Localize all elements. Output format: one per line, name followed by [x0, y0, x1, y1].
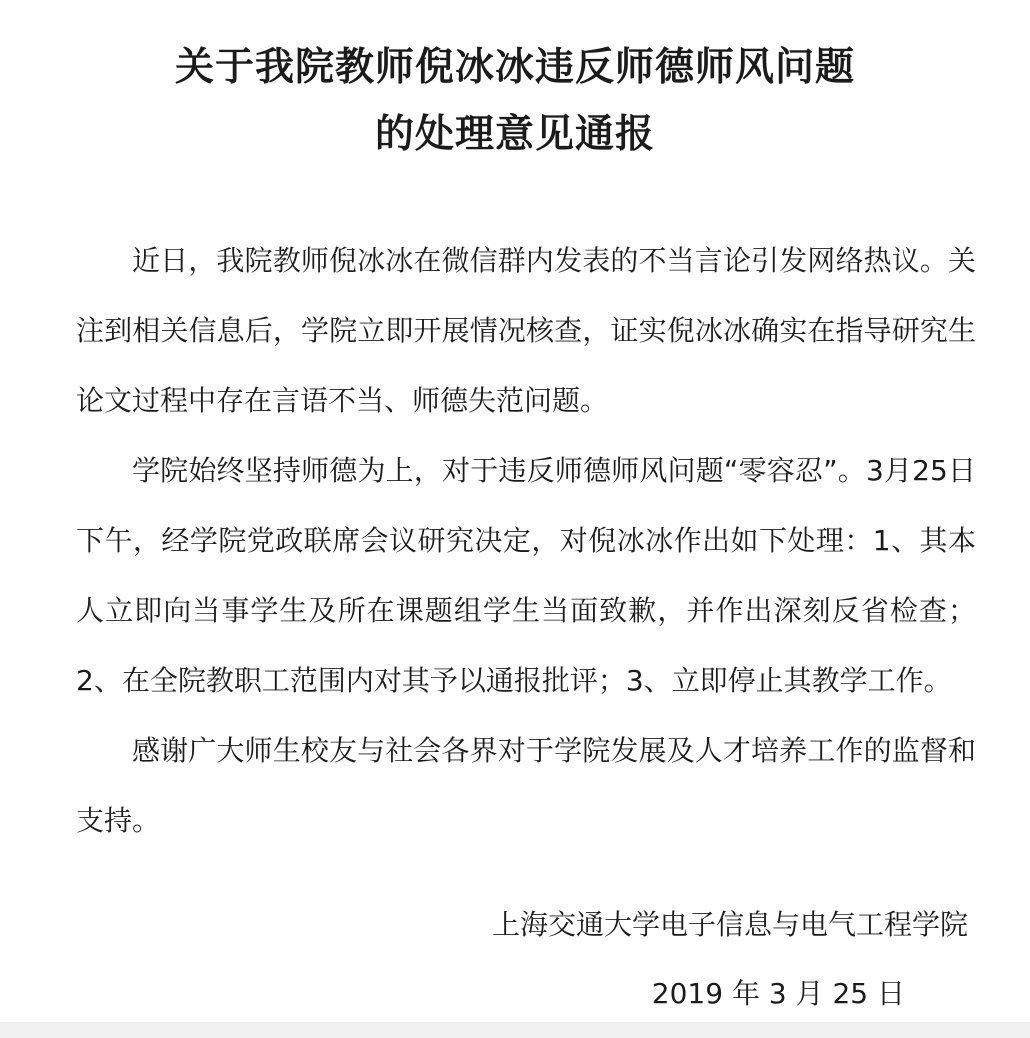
bottom-divider — [0, 1022, 1030, 1038]
notice-body — [76, 226, 976, 856]
paragraph-3: 感谢广大师生校友与社会各界对于学院发展及人才培养工作的监督和支持。 — [76, 734, 976, 837]
signature-organization: 上海交通大学电子信息与电气工程学院 — [491, 908, 968, 941]
notice-title-line-2: 的处理意见通报 — [374, 112, 655, 157]
paragraph-2: 学院始终坚持师德为上，对于违反师德师风问题“零容忍”。3月25日下午，经学院党政联席会议研究决定，对倪冰冰作出如下处理：1、其本人立即向当事学生及所在课题组学生当面致歉，并作出深刻反省检查；2、在全院教职工范围内对其予以通报批评；3、立即停止其教学工作。 — [76, 454, 976, 697]
notice-title-line-1: 关于我院教师倪冰冰违反师德师风问题 — [174, 45, 855, 90]
paragraph-1: 近日，我院教师倪冰冰在微信群内发表的不当言论引发网络热议。关注到相关信息后，学院立即开展情况核查，证实倪冰冰确实在指导研究生论文过程中存在言语不当、师德失范问题。 — [76, 244, 976, 417]
signature-date: 2019 年 3 月 25 日 — [651, 977, 905, 1010]
